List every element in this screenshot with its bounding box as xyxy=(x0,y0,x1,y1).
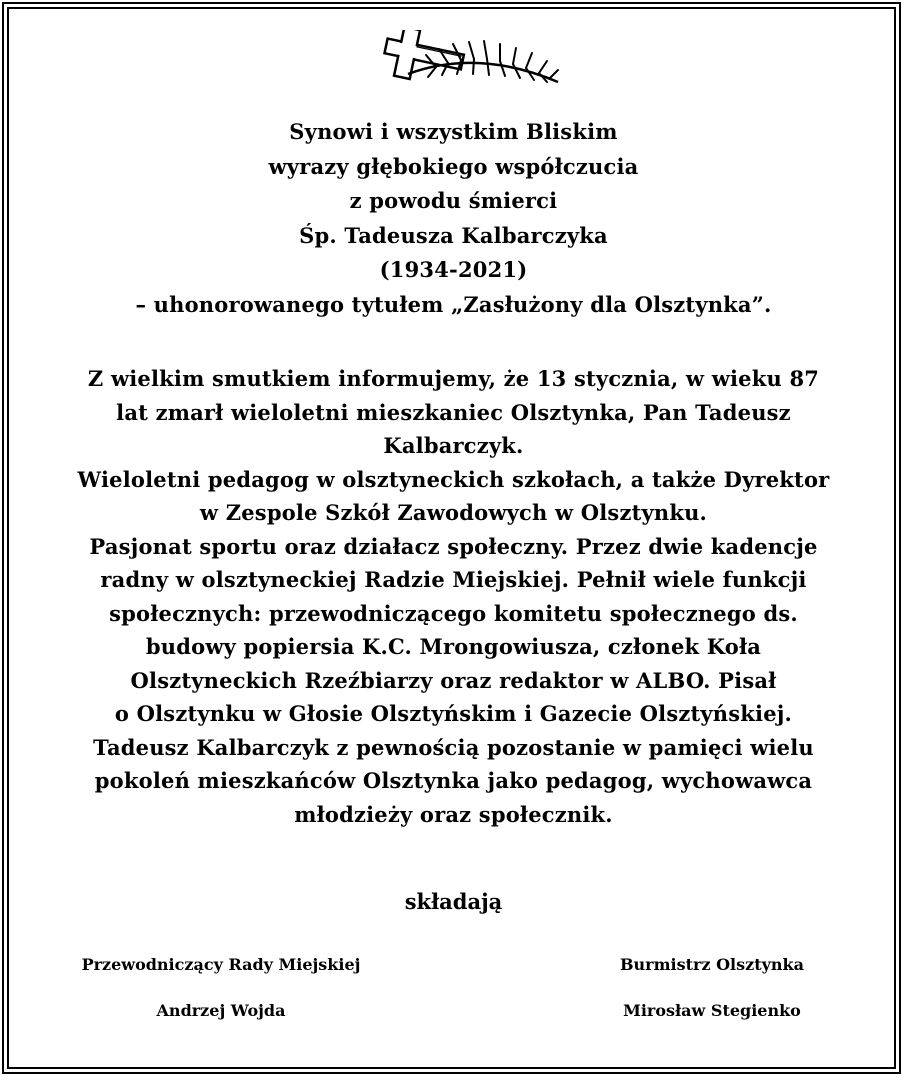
header-line: Synowi i wszystkim Bliskim xyxy=(289,119,618,144)
body-line: młodzieży oraz społecznik. xyxy=(294,801,613,827)
council-chair-title: Przewodniczący Rady Miejskiej xyxy=(81,955,361,974)
obituary-body xyxy=(20,362,887,831)
body-line: Tadeusz Kalbarczyk z pewnością pozostanie w pamięci wielu xyxy=(93,734,814,760)
body-line: budowy popiersia K.C. Mrongowiusza, członek Koła xyxy=(145,634,762,659)
body-line: radny w olsztyneckiej Radzie Miejskiej. Pełnił wiele funkcji xyxy=(100,567,807,592)
body-line: lat zmarł wieloletni mieszkaniec Olsztynka, Pan Tadeusz xyxy=(116,399,791,425)
header-line: wyrazy głębokiego współczucia xyxy=(268,153,639,179)
deceased-name: Śp. Tadeusza Kalbarczyka xyxy=(299,222,608,248)
body-line: Pasjonat sportu oraz działacz społeczny. Przez dwie kadencje xyxy=(89,533,818,559)
body-line: społecznych: przewodniczącego komitetu społecznego ds. xyxy=(109,600,798,626)
body-line: pokoleń mieszkańców Olsztynka jako pedagog, wychowawca xyxy=(94,768,813,793)
closing-word: składają xyxy=(404,889,503,914)
body-line: o Olsztynku w Głosie Olsztyńskim i Gazecie Olsztyńskiej. xyxy=(114,701,793,726)
mayor-name: Mirosław Stegienko xyxy=(623,1001,801,1020)
council-chair-name: Andrzej Wojda xyxy=(156,1001,286,1020)
header-line: z powodu śmierci xyxy=(349,188,558,214)
body-line: Kalbarczyk. xyxy=(383,433,524,458)
condolence-header xyxy=(20,115,887,323)
cross-with-palm-branch-icon xyxy=(376,30,566,92)
body-line: Z wielkim smutkiem informujemy, że 13 stycznia, w wieku 87 xyxy=(87,366,820,391)
body-line: Wieloletni pedagog w olsztyneckich szkołach, a także Dyrektor xyxy=(77,466,830,492)
mayor-title: Burmistrz Olsztynka xyxy=(620,955,804,974)
honorary-title: – uhonorowanego tytułem „Zasłużony dla Olsztynka”. xyxy=(135,291,772,317)
life-dates: (1934-2021) xyxy=(379,257,528,283)
body-line: w Zespole Szkół Zawodowych w Olsztynku. xyxy=(199,500,708,525)
body-line: Olsztyneckich Rzeźbiarzy oraz redaktor w ALBO. Pisał xyxy=(130,667,777,693)
